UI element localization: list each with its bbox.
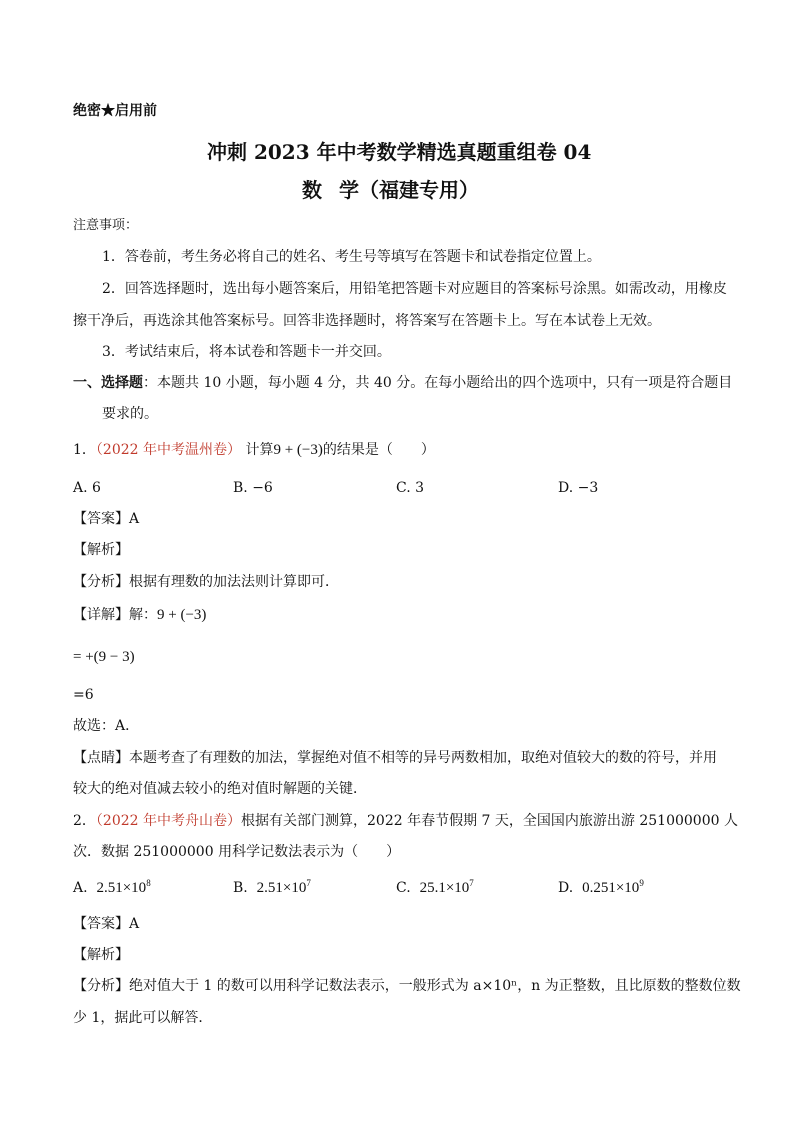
question-1-source: （2022 年中考温州卷） xyxy=(95,442,242,458)
question-1-text-post: 的结果是（ ） xyxy=(322,442,435,458)
option-c-label: C. xyxy=(396,880,411,896)
option-c-value: $25.1\times 10^7$ xyxy=(419,878,474,896)
question-1-text-pre: 计算 xyxy=(245,442,274,458)
question-2-text: 根据有关部门测算，2022 年春节假期 7 天，全国国内旅游出游 251000000 人 xyxy=(241,813,738,829)
notice-item-1: 1．答卷前，考生务必将自己的姓名、考生号等填写在答题卡和试卷指定位置上。 xyxy=(102,249,601,265)
fenxi-text: 根据有理数的加法法则计算即可． xyxy=(129,574,339,590)
section-1-heading-line-2: 要求的。 xyxy=(102,406,158,422)
question-1-step-1: = +(9 − 3) xyxy=(73,649,135,665)
question-2-option-d xyxy=(558,879,644,897)
question-1-comment-line-1 xyxy=(73,749,717,767)
detail-label: 【详解】 xyxy=(73,607,129,623)
section-1-title: 一、选择题 xyxy=(73,375,143,391)
answer-value: A xyxy=(129,511,140,527)
question-2-option-c xyxy=(396,879,474,897)
notice-item-2-line-1: 2．回答选择题时，选出每小题答案后，用铅笔把答题卡对应题目的答案标号涂黑。如需改动，用橡皮 xyxy=(102,281,727,297)
question-2-answer xyxy=(73,915,139,933)
question-1-analysis-label: 【解析】 xyxy=(73,542,129,558)
question-2-analysis-label: 【解析】 xyxy=(73,947,129,963)
option-b-value: $2.51\times 10^7$ xyxy=(256,878,311,896)
question-1-expression: 9 + (−3) xyxy=(273,442,323,458)
question-1-comment-line-2: 较大的绝对值减去较小的绝对值时解题的关键． xyxy=(73,781,367,797)
fenxi-label: 【分析】 xyxy=(73,978,129,994)
question-1-detail xyxy=(73,606,206,624)
option-a-label: A. xyxy=(73,880,88,896)
detail-expression: 9 + (−3) xyxy=(157,607,207,623)
question-1-fenxi xyxy=(73,573,339,591)
question-2-source: （2022 年中考舟山卷） xyxy=(95,813,242,829)
question-1-stem xyxy=(73,441,435,459)
question-1-option-a: A. 6 xyxy=(73,480,101,496)
question-2-stem-line-1 xyxy=(73,812,738,830)
question-2-option-b xyxy=(233,879,311,897)
answer-value: A xyxy=(129,916,140,932)
option-d-label: D. xyxy=(558,880,574,896)
exam-title: 冲刺 2023 年中考数学精选真题重组卷 04 xyxy=(207,140,592,164)
question-1-choice: 故选：A． xyxy=(73,718,140,734)
section-1-instructions: ：本题共 10 小题，每小题 4 分，共 40 分。在每小题给出的四个选项中，只有一项是符合题目 xyxy=(143,375,733,391)
answer-label: 【答案】 xyxy=(73,511,129,527)
option-d-value: $0.251\times 10^9$ xyxy=(582,878,644,896)
option-b-label: B. xyxy=(233,880,248,896)
question-2-fenxi-line-1 xyxy=(73,977,741,995)
dianjing-text: 本题考查了有理数的加法，掌握绝对值不相等的异号两数相加，取绝对值较大的数的符号，并用 xyxy=(129,750,717,766)
notice-item-3: 3．考试结束后，将本试卷和答题卡一并交回。 xyxy=(102,344,391,360)
dianjing-label: 【点睛】 xyxy=(73,750,129,766)
notice-heading: 注意事项： xyxy=(73,218,139,233)
section-1-heading xyxy=(73,374,732,392)
detail-text: 解： xyxy=(129,607,157,623)
question-1-step-2: =6 xyxy=(73,687,94,703)
notice-item-2-line-2: 擦干净后，再选涂其他答案标号。回答非选择题时，将答案写在答题卡上。写在本试卷上无效。 xyxy=(73,313,661,329)
secret-label: 绝密★启用前 xyxy=(73,103,157,119)
question-1-option-b: B. −6 xyxy=(233,480,273,496)
exam-subtitle: 数 学（福建专用） xyxy=(302,178,479,202)
question-2-fenxi-line-2: 少 1，据此可以解答． xyxy=(73,1010,213,1026)
option-a-value: $2.51\times 10^8$ xyxy=(96,878,151,896)
question-2-stem-line-2: 次．数据 251000000 用科学记数法表示为（ ） xyxy=(73,844,401,860)
question-1-number: 1． xyxy=(73,442,96,458)
question-1-option-c: C. 3 xyxy=(396,480,425,496)
question-2-number: 2． xyxy=(73,813,96,829)
fenxi-text: 绝对值大于 1 的数可以用科学记数法表示，一般形式为 a×10ⁿ，n 为正整数，且比原数的整数位数 xyxy=(129,978,741,994)
question-1-option-d: D. −3 xyxy=(558,480,599,496)
answer-label: 【答案】 xyxy=(73,916,129,932)
fenxi-label: 【分析】 xyxy=(73,574,129,590)
question-1-answer xyxy=(73,510,139,528)
question-2-option-a xyxy=(73,879,151,897)
